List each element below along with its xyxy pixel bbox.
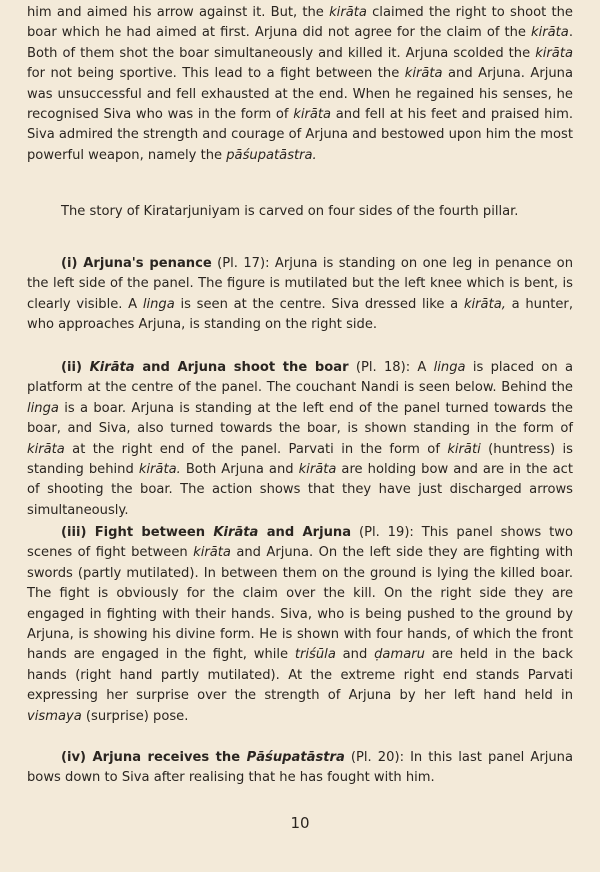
text-run: (iii) Fight between xyxy=(61,525,214,540)
page-number: 10 xyxy=(290,814,310,832)
text-run: kirāta xyxy=(531,25,569,41)
paragraph-arjuna-penance xyxy=(27,254,573,336)
text-run: and Arjuna xyxy=(258,525,352,540)
text-run: (huntress) is standing behind xyxy=(27,441,573,478)
text-run: a hunter, who approaches Arjuna, is standing on the right side. xyxy=(27,296,573,333)
text-run: and Arjuna shoot the boar xyxy=(134,360,349,375)
text-run: kirāta, xyxy=(463,296,506,312)
text-run: and fell at his feet and praised him. Siva admired the strength and courage of Arjuna and bestowed upon him the most powerful weapon, namely the xyxy=(27,107,573,163)
text-run: triśūla xyxy=(294,647,336,663)
text-run: and Arjuna. Arjuna was unsuccessful and fell exhausted at the end. When he regained his senses, he recognised Siva who was in the form of xyxy=(27,66,574,123)
text-run: kirāta. xyxy=(138,462,181,478)
text-run: Pāśupatāstra xyxy=(246,750,345,765)
text-run: are held in the back hands (right hand partly mutilated). At the extreme right end stands Parvati expressing her surprise over the strength of Arjuna by her left hand held in xyxy=(27,647,573,704)
text-run: kirāta xyxy=(404,66,443,82)
text-run: kirāta xyxy=(298,462,337,478)
text-run: is placed on a platform at the centre of the panel. The couchant Nandi is seen below. Behind the xyxy=(27,360,573,396)
text-run: are holding bow and are in the act of shooting the boar. The action shows that they have just discharged arrows simultaneously. xyxy=(27,462,573,518)
text-run: for not being sportive. This lead to a fight between the xyxy=(27,66,405,82)
text-run: linga xyxy=(433,360,466,375)
text-run: linga xyxy=(142,296,175,312)
text-run: . Both of them shot the boar simultaneously and killed it. Arjuna scolded the xyxy=(27,25,573,61)
text-run: Kirāta xyxy=(213,525,259,540)
text-run: is seen at the centre. Siva dressed like a xyxy=(174,296,464,312)
text-run: him and aimed his arrow against it. But, the xyxy=(27,5,330,20)
text-run: kirāta xyxy=(535,45,573,61)
text-run: vismaya xyxy=(27,708,82,724)
text-run: claimed the right to shoot the boar which he had aimed at first. Arjuna did not agree for the claim of the xyxy=(27,5,573,41)
text-run: (Pl. 17): Arjuna is standing on one leg in penance on the left side of the panel. The figure is mutilated but the left knee which is bent, is clearly visible. A xyxy=(27,256,573,312)
text-run: kirāti xyxy=(447,441,481,457)
text-run: and xyxy=(335,647,375,663)
paragraph-shoot-the-boar xyxy=(27,358,573,521)
text-run: pāśupatāstra. xyxy=(226,147,317,163)
text-run: (Pl. 20): In this last panel Arjuna bows down to Siva after realising that he has fought with him. xyxy=(27,750,573,786)
text-run: (iv) Arjuna receives the xyxy=(61,750,247,765)
text-run: (Pl. 18): A xyxy=(348,360,434,375)
text-run: The story of Kiratarjuniyam is carved on four sides of the fourth pillar. xyxy=(61,204,519,219)
paragraph-story-intro xyxy=(27,202,573,222)
text-run: ḍamaru xyxy=(374,647,425,663)
text-run: kirāta xyxy=(293,107,332,123)
text-run: Both Arjuna and xyxy=(180,462,299,478)
paragraph-kirata-story-end xyxy=(27,3,573,166)
text-run: linga xyxy=(27,400,59,416)
text-run: (i) Arjuna's penance xyxy=(61,256,212,271)
paragraph-pasupatastra xyxy=(27,748,573,789)
text-run: kirāta xyxy=(193,545,231,561)
text-run: (surprise) pose. xyxy=(81,708,189,724)
text-run: kirāta xyxy=(27,441,65,457)
text-run: and Arjuna. On the left side they are fighting with swords (partly mutilated). In between them on the ground is lying the killed boar. The fight is obviously for the claim over the kill. On the right side they are engaged in fighting with their hands. Siva, who is being pushed to the ground by Arjuna, is showing his divine form. He is shown with four hands, of which the front hands are engaged in the fight, while xyxy=(27,545,574,663)
text-run: at the right end of the panel. Parvati in the form of xyxy=(64,441,448,457)
text-run: Kirāta xyxy=(89,360,135,375)
paragraph-fight xyxy=(27,523,573,727)
text-run: is a boar. Arjuna is standing at the left end of the panel turned towards the boar, and Siva, also turned towards the boar, is shown standing in the form of xyxy=(27,400,573,437)
text-run: (ii) xyxy=(61,360,90,375)
text-run: (Pl. 19): This panel shows two scenes of fight between xyxy=(27,525,574,561)
text-run: kirāta xyxy=(329,5,367,20)
